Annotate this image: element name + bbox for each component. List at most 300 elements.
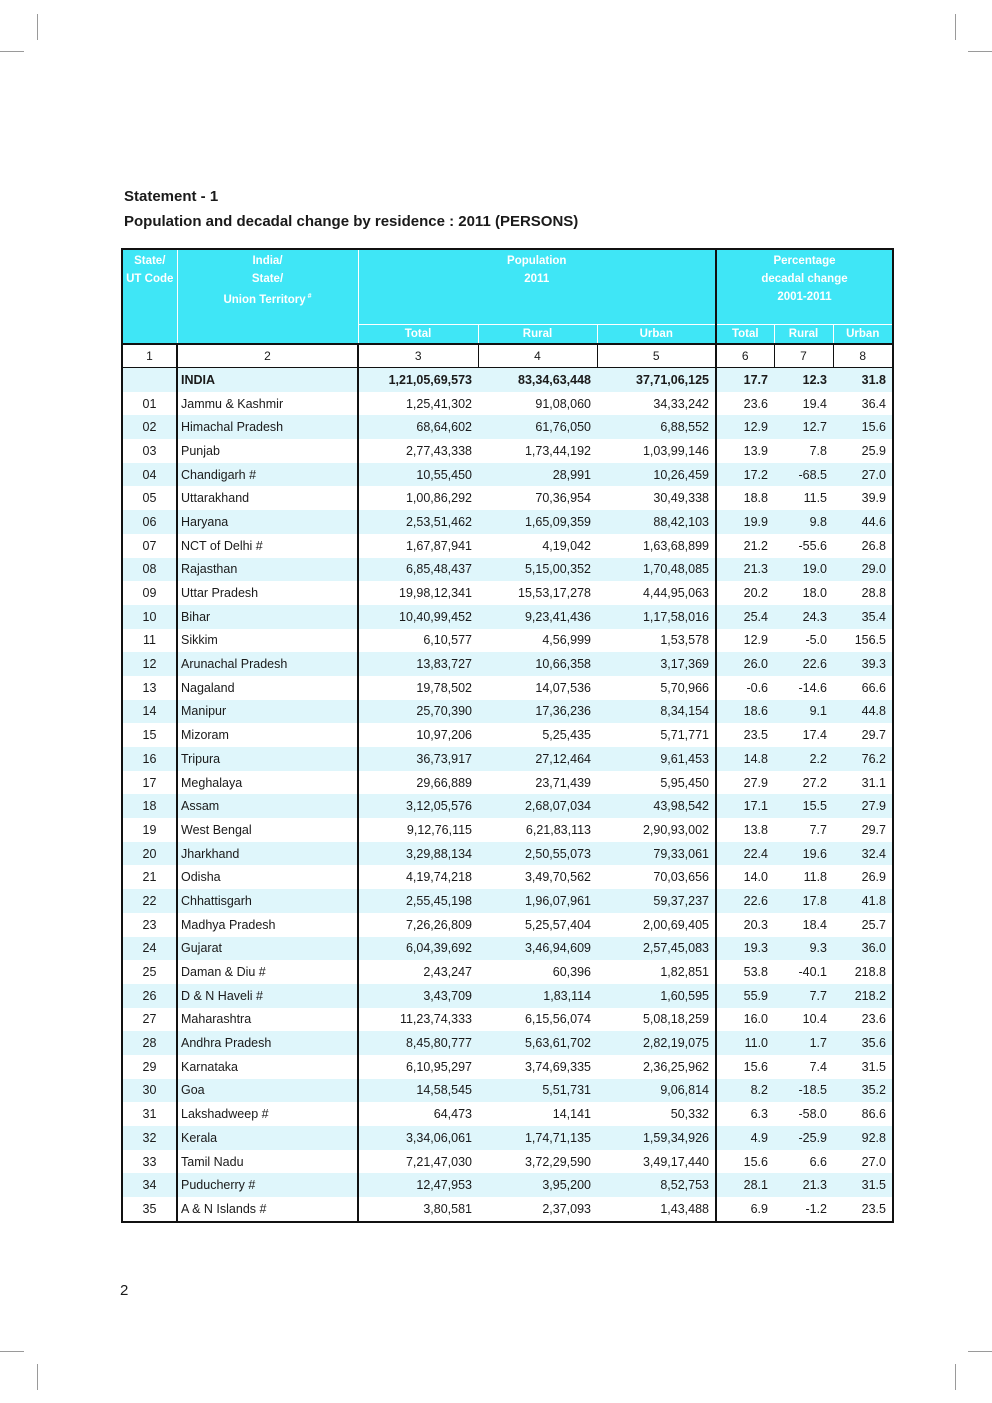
row-name: Lakshadweep # xyxy=(177,1102,358,1126)
row-pop-total: 7,26,26,809 xyxy=(358,913,478,937)
column-number: 1 xyxy=(122,344,177,368)
row-chg-rural: -68.5 xyxy=(774,463,833,487)
row-chg-urban: 86.6 xyxy=(833,1102,893,1126)
table-row xyxy=(122,1197,893,1222)
row-pop-rural: 1,96,07,961 xyxy=(478,889,597,913)
row-chg-rural: 19.6 xyxy=(774,842,833,866)
row-chg-rural: 12.7 xyxy=(774,415,833,439)
row-pop-urban: 5,95,450 xyxy=(597,771,716,795)
row-pop-rural: 10,66,358 xyxy=(478,652,597,676)
row-chg-urban: 27.0 xyxy=(833,1150,893,1174)
table-row xyxy=(122,1008,893,1032)
row-pop-total: 25,70,390 xyxy=(358,700,478,724)
header-population-line2: 2011 xyxy=(524,273,550,285)
row-chg-rural: -40.1 xyxy=(774,960,833,984)
header-name-sup: # xyxy=(307,293,312,300)
row-chg-urban: 31.1 xyxy=(833,771,893,795)
subheader-pop-rural: Rural xyxy=(478,325,597,345)
row-name: Madhya Pradesh xyxy=(177,913,358,937)
row-pop-total: 6,10,577 xyxy=(358,629,478,653)
row-code: 02 xyxy=(122,415,177,439)
row-pop-urban: 5,71,771 xyxy=(597,723,716,747)
row-pop-urban: 4,44,95,063 xyxy=(597,581,716,605)
crop-mark xyxy=(0,51,24,52)
row-name: Puducherry # xyxy=(177,1173,358,1197)
row-code: 04 xyxy=(122,463,177,487)
row-pop-rural: 3,95,200 xyxy=(478,1173,597,1197)
row-pop-urban: 10,26,459 xyxy=(597,463,716,487)
row-pop-total: 3,43,709 xyxy=(358,984,478,1008)
row-pop-urban: 8,34,154 xyxy=(597,700,716,724)
row-chg-rural: 10.4 xyxy=(774,1008,833,1032)
subheader-chg-urban: Urban xyxy=(833,325,893,345)
crop-mark xyxy=(968,51,992,52)
row-chg-urban: 31.8 xyxy=(833,368,893,392)
row-chg-total: 12.9 xyxy=(716,629,774,653)
row-chg-total: 17.2 xyxy=(716,463,774,487)
row-chg-rural: -14.6 xyxy=(774,676,833,700)
row-name: NCT of Delhi # xyxy=(177,534,358,558)
row-name: Rajasthan xyxy=(177,558,358,582)
table-row xyxy=(122,558,893,582)
row-chg-urban: 26.9 xyxy=(833,865,893,889)
row-name: Tamil Nadu xyxy=(177,1150,358,1174)
statement-label: Statement - 1 xyxy=(124,188,219,205)
row-chg-total: 12.9 xyxy=(716,415,774,439)
row-pop-total: 11,23,74,333 xyxy=(358,1008,478,1032)
row-name: Tripura xyxy=(177,747,358,771)
row-pop-rural: 23,71,439 xyxy=(478,771,597,795)
column-number: 7 xyxy=(774,344,833,368)
row-pop-urban: 3,49,17,440 xyxy=(597,1150,716,1174)
row-chg-urban: 26.8 xyxy=(833,534,893,558)
table-row xyxy=(122,652,893,676)
table-row xyxy=(122,913,893,937)
row-chg-urban: 35.6 xyxy=(833,1031,893,1055)
row-chg-urban: 32.4 xyxy=(833,842,893,866)
row-chg-total: 53.8 xyxy=(716,960,774,984)
row-chg-urban: 156.5 xyxy=(833,629,893,653)
header-code-line2: UT Code xyxy=(126,273,174,285)
row-name: Odisha xyxy=(177,865,358,889)
row-pop-total: 12,47,953 xyxy=(358,1173,478,1197)
row-code: 11 xyxy=(122,629,177,653)
row-chg-rural: 21.3 xyxy=(774,1173,833,1197)
row-pop-rural: 5,25,57,404 xyxy=(478,913,597,937)
row-pop-rural: 61,76,050 xyxy=(478,415,597,439)
row-pop-total: 10,55,450 xyxy=(358,463,478,487)
row-chg-total: 11.0 xyxy=(716,1031,774,1055)
row-code: 10 xyxy=(122,605,177,629)
row-code: 27 xyxy=(122,1008,177,1032)
header-name-line2: State/ xyxy=(251,273,284,285)
row-name: Haryana xyxy=(177,510,358,534)
row-chg-total: 18.6 xyxy=(716,700,774,724)
subheader-chg-rural: Rural xyxy=(774,325,833,345)
row-chg-total: 19.9 xyxy=(716,510,774,534)
crop-mark xyxy=(0,1351,24,1352)
row-chg-rural: 11.5 xyxy=(774,486,833,510)
row-pop-urban: 88,42,103 xyxy=(597,510,716,534)
row-pop-urban: 30,49,338 xyxy=(597,486,716,510)
row-code: 29 xyxy=(122,1055,177,1079)
row-chg-total: 23.5 xyxy=(716,723,774,747)
row-pop-urban: 1,53,578 xyxy=(597,629,716,653)
row-chg-total: 4.9 xyxy=(716,1126,774,1150)
header-pct-line2: decadal change xyxy=(761,273,848,285)
row-chg-urban: 25.9 xyxy=(833,439,893,463)
row-pop-total: 68,64,602 xyxy=(358,415,478,439)
row-chg-rural: 7.8 xyxy=(774,439,833,463)
table-row xyxy=(122,842,893,866)
row-pop-rural: 1,73,44,192 xyxy=(478,439,597,463)
row-chg-urban: 92.8 xyxy=(833,1126,893,1150)
row-chg-rural: 24.3 xyxy=(774,605,833,629)
table-row xyxy=(122,629,893,653)
row-chg-rural: 7.4 xyxy=(774,1055,833,1079)
row-pop-total: 10,40,99,452 xyxy=(358,605,478,629)
crop-mark xyxy=(955,14,956,40)
row-chg-rural: 15.5 xyxy=(774,794,833,818)
row-code: 31 xyxy=(122,1102,177,1126)
row-code: 25 xyxy=(122,960,177,984)
row-chg-urban: 218.2 xyxy=(833,984,893,1008)
row-chg-rural: 18.0 xyxy=(774,581,833,605)
row-chg-total: -0.6 xyxy=(716,676,774,700)
row-pop-total: 2,55,45,198 xyxy=(358,889,478,913)
row-name: Chhattisgarh xyxy=(177,889,358,913)
row-pop-total: 1,00,86,292 xyxy=(358,486,478,510)
table-row xyxy=(122,605,893,629)
row-chg-total: 28.1 xyxy=(716,1173,774,1197)
row-code: 22 xyxy=(122,889,177,913)
row-pop-rural: 3,72,29,590 xyxy=(478,1150,597,1174)
row-chg-rural: -58.0 xyxy=(774,1102,833,1126)
row-pop-total: 2,43,247 xyxy=(358,960,478,984)
row-pop-urban: 2,82,19,075 xyxy=(597,1031,716,1055)
row-name: Jharkhand xyxy=(177,842,358,866)
row-pop-urban: 9,06,814 xyxy=(597,1079,716,1103)
row-chg-urban: 35.4 xyxy=(833,605,893,629)
row-chg-urban: 23.6 xyxy=(833,1008,893,1032)
row-code: 06 xyxy=(122,510,177,534)
row-chg-rural: 7.7 xyxy=(774,818,833,842)
row-pop-total: 3,29,88,134 xyxy=(358,842,478,866)
row-pop-rural: 83,34,63,448 xyxy=(478,368,597,392)
row-pop-rural: 91,08,060 xyxy=(478,392,597,416)
row-code: 19 xyxy=(122,818,177,842)
row-pop-total: 8,45,80,777 xyxy=(358,1031,478,1055)
table-row xyxy=(122,439,893,463)
row-chg-total: 26.0 xyxy=(716,652,774,676)
row-chg-urban: 28.8 xyxy=(833,581,893,605)
table-header xyxy=(122,249,893,344)
row-chg-rural: -1.2 xyxy=(774,1197,833,1222)
row-chg-urban: 39.9 xyxy=(833,486,893,510)
table-row-india xyxy=(122,368,893,392)
row-name: Nagaland xyxy=(177,676,358,700)
row-pop-total: 7,21,47,030 xyxy=(358,1150,478,1174)
row-pop-total: 3,34,06,061 xyxy=(358,1126,478,1150)
row-chg-total: 13.8 xyxy=(716,818,774,842)
row-code: 23 xyxy=(122,913,177,937)
row-pop-total: 2,53,51,462 xyxy=(358,510,478,534)
row-code: 20 xyxy=(122,842,177,866)
row-pop-total: 1,21,05,69,573 xyxy=(358,368,478,392)
table-row xyxy=(122,723,893,747)
table-row xyxy=(122,534,893,558)
row-chg-rural: 11.8 xyxy=(774,865,833,889)
row-pop-rural: 6,15,56,074 xyxy=(478,1008,597,1032)
row-chg-urban: 27.0 xyxy=(833,463,893,487)
row-code: 13 xyxy=(122,676,177,700)
table-row xyxy=(122,1102,893,1126)
row-pop-total: 1,25,41,302 xyxy=(358,392,478,416)
row-name: INDIA xyxy=(177,368,358,392)
row-chg-urban: 15.6 xyxy=(833,415,893,439)
row-chg-rural: 1.7 xyxy=(774,1031,833,1055)
header-pct-line3: 2001-2011 xyxy=(777,291,832,303)
row-pop-urban: 8,52,753 xyxy=(597,1173,716,1197)
row-chg-urban: 25.7 xyxy=(833,913,893,937)
row-code: 32 xyxy=(122,1126,177,1150)
row-name: Punjab xyxy=(177,439,358,463)
row-chg-rural: 9.3 xyxy=(774,937,833,961)
subheader-chg-total: Total xyxy=(716,325,774,345)
page-number: 2 xyxy=(120,1282,129,1299)
row-pop-total: 6,04,39,692 xyxy=(358,937,478,961)
row-code: 15 xyxy=(122,723,177,747)
row-pop-rural: 1,83,114 xyxy=(478,984,597,1008)
row-chg-total: 55.9 xyxy=(716,984,774,1008)
header-name xyxy=(177,249,358,344)
column-number: 2 xyxy=(177,344,358,368)
row-chg-rural: 27.2 xyxy=(774,771,833,795)
row-chg-urban: 31.5 xyxy=(833,1055,893,1079)
row-code: 24 xyxy=(122,937,177,961)
subheader-pop-total: Total xyxy=(358,325,478,345)
row-name: A & N Islands # xyxy=(177,1197,358,1222)
row-chg-rural: 18.4 xyxy=(774,913,833,937)
table-row xyxy=(122,415,893,439)
table-row xyxy=(122,1079,893,1103)
table-row xyxy=(122,984,893,1008)
row-pop-rural: 5,25,435 xyxy=(478,723,597,747)
row-chg-total: 15.6 xyxy=(716,1150,774,1174)
row-chg-urban: 36.0 xyxy=(833,937,893,961)
row-pop-rural: 15,53,17,278 xyxy=(478,581,597,605)
row-pop-total: 6,85,48,437 xyxy=(358,558,478,582)
table-row xyxy=(122,794,893,818)
row-pop-rural: 2,37,093 xyxy=(478,1197,597,1222)
header-name-line3 xyxy=(180,288,356,309)
row-pop-rural: 28,991 xyxy=(478,463,597,487)
row-pop-rural: 1,65,09,359 xyxy=(478,510,597,534)
row-name: West Bengal xyxy=(177,818,358,842)
row-code: 33 xyxy=(122,1150,177,1174)
row-pop-total: 9,12,76,115 xyxy=(358,818,478,842)
table-row xyxy=(122,1031,893,1055)
row-pop-urban: 50,332 xyxy=(597,1102,716,1126)
row-pop-total: 19,78,502 xyxy=(358,676,478,700)
row-name: Assam xyxy=(177,794,358,818)
table-row xyxy=(122,818,893,842)
row-pop-urban: 79,33,061 xyxy=(597,842,716,866)
row-pop-urban: 2,36,25,962 xyxy=(597,1055,716,1079)
row-chg-rural: -18.5 xyxy=(774,1079,833,1103)
row-pop-urban: 2,57,45,083 xyxy=(597,937,716,961)
row-pop-total: 6,10,95,297 xyxy=(358,1055,478,1079)
row-chg-total: 22.4 xyxy=(716,842,774,866)
row-chg-total: 16.0 xyxy=(716,1008,774,1032)
header-population xyxy=(358,249,716,325)
row-code: 34 xyxy=(122,1173,177,1197)
row-chg-urban: 36.4 xyxy=(833,392,893,416)
row-pop-total: 19,98,12,341 xyxy=(358,581,478,605)
row-name: Karnataka xyxy=(177,1055,358,1079)
row-code: 12 xyxy=(122,652,177,676)
row-chg-total: 17.7 xyxy=(716,368,774,392)
row-name: Andhra Pradesh xyxy=(177,1031,358,1055)
row-pop-rural: 9,23,41,436 xyxy=(478,605,597,629)
title-block xyxy=(124,187,578,232)
document-title: Population and decadal change by residence : 2011 (PERSONS) xyxy=(124,213,579,230)
row-chg-total: 13.9 xyxy=(716,439,774,463)
row-chg-urban: 66.6 xyxy=(833,676,893,700)
table-row xyxy=(122,463,893,487)
row-name: Sikkim xyxy=(177,629,358,653)
header-percentage xyxy=(716,249,893,325)
row-chg-urban: 29.7 xyxy=(833,723,893,747)
row-pop-rural: 4,19,042 xyxy=(478,534,597,558)
row-name: Goa xyxy=(177,1079,358,1103)
row-code: 14 xyxy=(122,700,177,724)
row-pop-rural: 70,36,954 xyxy=(478,486,597,510)
row-code: 03 xyxy=(122,439,177,463)
row-pop-rural: 2,50,55,073 xyxy=(478,842,597,866)
row-chg-rural: -25.9 xyxy=(774,1126,833,1150)
row-name: Bihar xyxy=(177,605,358,629)
row-pop-urban: 1,63,68,899 xyxy=(597,534,716,558)
table-row xyxy=(122,676,893,700)
table-row xyxy=(122,581,893,605)
row-chg-rural: 12.3 xyxy=(774,368,833,392)
row-chg-urban: 44.6 xyxy=(833,510,893,534)
row-pop-urban: 1,60,595 xyxy=(597,984,716,1008)
row-code: 18 xyxy=(122,794,177,818)
row-code: 30 xyxy=(122,1079,177,1103)
row-pop-rural: 1,74,71,135 xyxy=(478,1126,597,1150)
header-name-text: Union Territory xyxy=(223,293,306,306)
row-chg-total: 15.6 xyxy=(716,1055,774,1079)
table-row xyxy=(122,865,893,889)
row-chg-total: 19.3 xyxy=(716,937,774,961)
row-name: Chandigarh # xyxy=(177,463,358,487)
row-pop-urban: 9,61,453 xyxy=(597,747,716,771)
row-pop-total: 13,83,727 xyxy=(358,652,478,676)
row-chg-rural: 2.2 xyxy=(774,747,833,771)
table-row xyxy=(122,960,893,984)
row-pop-rural: 4,56,999 xyxy=(478,629,597,653)
table-row xyxy=(122,392,893,416)
row-chg-total: 20.2 xyxy=(716,581,774,605)
row-pop-urban: 1,03,99,146 xyxy=(597,439,716,463)
table-row xyxy=(122,486,893,510)
row-chg-urban: 44.8 xyxy=(833,700,893,724)
row-pop-total: 10,97,206 xyxy=(358,723,478,747)
header-code-line1: State/ xyxy=(134,255,166,267)
row-name: D & N Haveli # xyxy=(177,984,358,1008)
row-name: Maharashtra xyxy=(177,1008,358,1032)
row-pop-urban: 2,90,93,002 xyxy=(597,818,716,842)
row-name: Mizoram xyxy=(177,723,358,747)
row-pop-rural: 6,21,83,113 xyxy=(478,818,597,842)
row-pop-urban: 2,00,69,405 xyxy=(597,913,716,937)
population-table xyxy=(121,248,894,1223)
row-chg-total: 14.8 xyxy=(716,747,774,771)
row-pop-urban: 5,08,18,259 xyxy=(597,1008,716,1032)
row-pop-total: 3,80,581 xyxy=(358,1197,478,1222)
row-pop-total: 29,66,889 xyxy=(358,771,478,795)
row-chg-total: 6.9 xyxy=(716,1197,774,1222)
table-row xyxy=(122,510,893,534)
table-row xyxy=(122,700,893,724)
row-chg-total: 21.2 xyxy=(716,534,774,558)
table-body xyxy=(122,368,893,1222)
row-chg-urban: 35.2 xyxy=(833,1079,893,1103)
row-chg-urban: 41.8 xyxy=(833,889,893,913)
table-row xyxy=(122,1150,893,1174)
row-pop-rural: 3,49,70,562 xyxy=(478,865,597,889)
row-chg-urban: 29.7 xyxy=(833,818,893,842)
row-chg-rural: 19.0 xyxy=(774,558,833,582)
row-code xyxy=(122,368,177,392)
row-pop-rural: 5,51,731 xyxy=(478,1079,597,1103)
row-pop-urban: 59,37,237 xyxy=(597,889,716,913)
row-name: Uttarakhand xyxy=(177,486,358,510)
row-code: 09 xyxy=(122,581,177,605)
row-name: Uttar Pradesh xyxy=(177,581,358,605)
row-name: Manipur xyxy=(177,700,358,724)
row-pop-rural: 5,63,61,702 xyxy=(478,1031,597,1055)
row-chg-total: 25.4 xyxy=(716,605,774,629)
row-pop-total: 14,58,545 xyxy=(358,1079,478,1103)
row-chg-rural: -55.6 xyxy=(774,534,833,558)
header-name-line1: India/ xyxy=(252,255,283,267)
row-name: Daman & Diu # xyxy=(177,960,358,984)
row-chg-rural: 9.8 xyxy=(774,510,833,534)
table-row xyxy=(122,1126,893,1150)
row-pop-rural: 27,12,464 xyxy=(478,747,597,771)
row-chg-total: 6.3 xyxy=(716,1102,774,1126)
row-chg-total: 20.3 xyxy=(716,913,774,937)
column-number: 6 xyxy=(716,344,774,368)
row-chg-urban: 31.5 xyxy=(833,1173,893,1197)
row-chg-urban: 218.8 xyxy=(833,960,893,984)
row-chg-rural: 6.6 xyxy=(774,1150,833,1174)
row-pop-rural: 3,74,69,335 xyxy=(478,1055,597,1079)
row-pop-total: 4,19,74,218 xyxy=(358,865,478,889)
row-code: 26 xyxy=(122,984,177,1008)
row-chg-total: 8.2 xyxy=(716,1079,774,1103)
row-pop-total: 64,473 xyxy=(358,1102,478,1126)
row-pop-total: 2,77,43,338 xyxy=(358,439,478,463)
row-chg-urban: 29.0 xyxy=(833,558,893,582)
row-chg-rural: -5.0 xyxy=(774,629,833,653)
column-number: 5 xyxy=(597,344,716,368)
row-pop-urban: 3,17,369 xyxy=(597,652,716,676)
table-row xyxy=(122,771,893,795)
